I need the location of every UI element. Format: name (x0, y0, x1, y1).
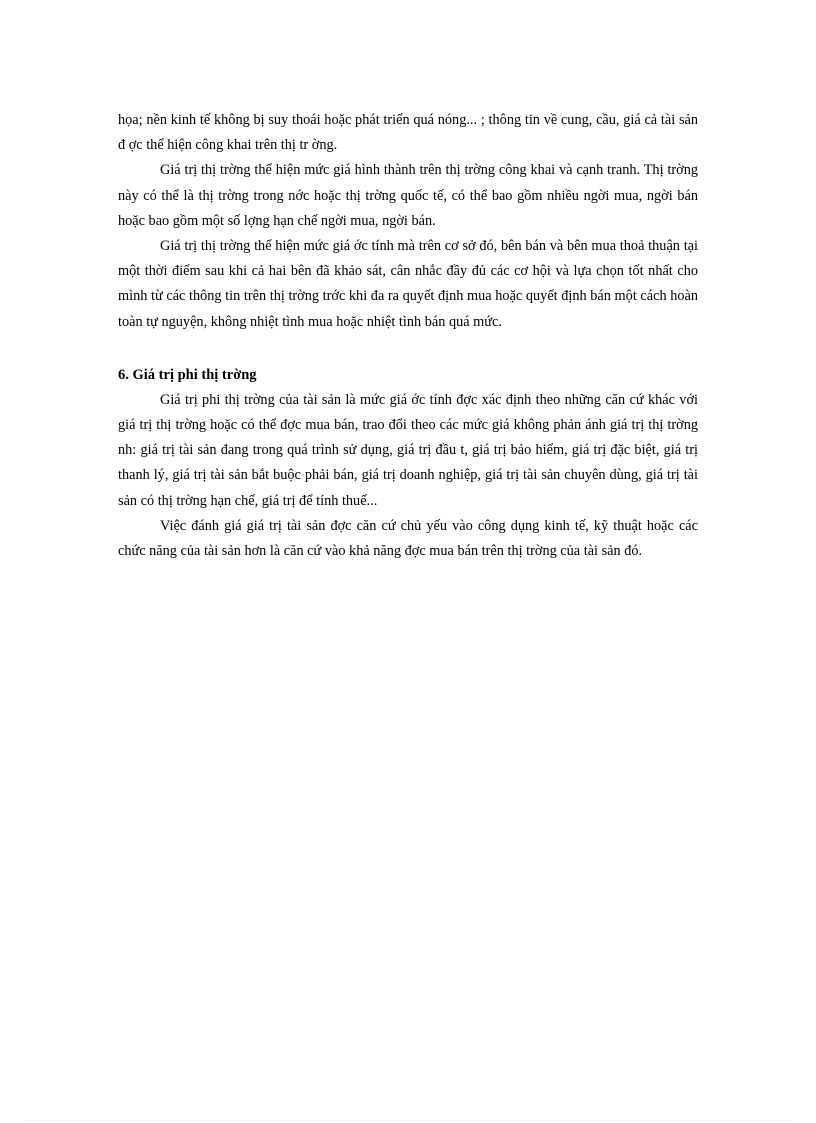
paragraph-non-market-value: Giá trị phi thị trờng của tài sản là mức giá ớc tính đợc xác định theo những căn cứ khác với giá trị thị trờng hoặc có thể đợc mua bán, trao đổi theo các mức giá không phản ánh giá trị thị trờng nh: giá trị tài sản đang trong quá trình sử dụng, giá trị đầu t, giá trị bảo hiểm, giá trị đặc biệt, giá trị thanh lý, giá trị tài sản bắt buộc phải bán, giá trị doanh nghiệp, giá trị tài sản chuyên dùng, giá trị tài sản có thị trờng hạn chế, giá trị để tính thuế... (118, 391, 698, 509)
paragraph-continuation: họa; nền kinh tế không bị suy thoái hoặc phát triển quá nóng... ; thông tin về cung, cầu, giá cả tài sản đ ợc thể hiện công khai trên thị tr ờng. (118, 112, 698, 154)
paragraph-market-value-definition: Giá trị thị trờng thể hiện mức giá hình thành trên thị trờng công khai và cạnh tranh. Thị trờng này có thể là thị trờng trong nớc hoặc thị trờng quốc tế, có thể bao gồm nhiều ngời mua, ngời bán hoặc bao gồm một số lợng hạn chế ngời mua, ngời bán. (118, 162, 698, 229)
page-bottom-border (24, 1120, 792, 1121)
document-body (118, 108, 698, 564)
paragraph-valuation-basis: Việc đánh giá giá trị tài sản đợc căn cứ chủ yếu vào công dụng kinh tế, kỹ thuật hoặc các chức năng của tài sản hơn là căn cứ vào khả năng đợc mua bán trên thị trờng của tài sản đó. (118, 517, 698, 560)
section-heading: 6. Giá trị phi thị trờng (118, 366, 257, 383)
paragraph-market-value-estimate: Giá trị thị trờng thể hiện mức giá ớc tính mà trên cơ sở đó, bên bán và bên mua thoả thuận tại một thời điểm sau khi cả hai bên đã khảo sát, cân nhắc đầy đủ các cơ hội và lựa chọn tốt nhất cho mình từ các thông tin trên thị trờng trớc khi đa ra quyết định mua hoặc quyết định bán một cách hoàn toàn tự nguyện, không nhiệt tình mua hoặc nhiệt tình bán quá mức. (118, 238, 698, 330)
